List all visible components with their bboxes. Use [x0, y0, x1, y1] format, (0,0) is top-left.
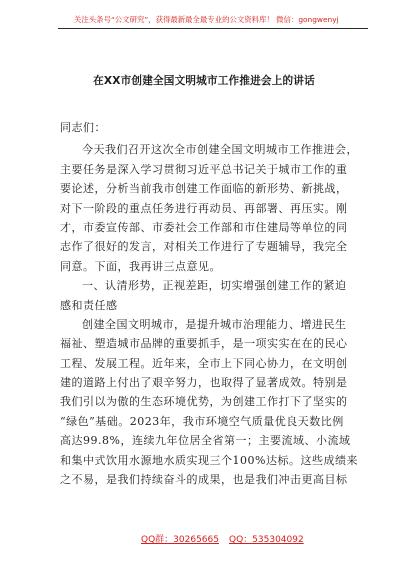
body-line: 创建全国文明城市，是提升城市治理能力、增进民生: [82, 317, 347, 331]
body-line: 对下一阶段的重点任务进行再动员、再部署、再压实。刚: [60, 201, 348, 215]
body-line: 高达99.8%，连续九年位居全省第一；主要流域、小流域: [60, 434, 351, 448]
qq-contact-link[interactable]: QQ：535304092: [229, 535, 304, 545]
body-line: “绿色”基础。2023年，我市环境空气质量优良天数比例: [60, 414, 344, 428]
body-line: 主要任务是深入学习贯彻习近平总书记关于城市工作的重: [60, 162, 348, 176]
document-body: [60, 118, 360, 489]
header-banner: [0, 14, 408, 54]
body-line: 今天我们召开这次全市创建全国文明城市工作推进会，: [82, 143, 358, 157]
qq-group-link[interactable]: QQ群：30265665: [141, 535, 219, 545]
body-line: 才，市委宣传部、市委社会工作部和市住建局等单位的同: [60, 220, 348, 234]
section-heading-cont: 感和责任感: [60, 298, 118, 312]
body-line: 之不易，是我们持续奋斗的成果，也是我们冲击更高目标: [60, 473, 348, 487]
body-line: 工程、发展工程。近年来，全市上下同心协力，在文明创: [60, 356, 348, 370]
body-line: 和集中式饮用水源地水质实现三个100%达标。这些成绩来: [60, 453, 358, 467]
body-line: 建的道路上付出了艰辛努力，也取得了显著成效。特别是: [60, 376, 348, 390]
body-line: 要论述，分析当前我市创建工作面临的新形势、新挑战，: [60, 182, 348, 196]
section-heading: 一、认清形势，正视差距，切实增强创建工作的紧迫: [82, 279, 347, 293]
banner-divider: [58, 28, 368, 29]
body-line: 同意。下面，我再讲三点意见。: [60, 259, 221, 273]
body-line: 我们引以为傲的生态环境优势，为创建工作打下了坚实的: [60, 395, 348, 409]
banner-text: 关注头条号“公文研究”，获得最新最全最专业的公文资料库！ 微信：gongwenyj: [74, 15, 339, 24]
footer-contacts: [0, 532, 408, 546]
body-line: 福祉、塑造城市品牌的重要抓手，是一项实实在在的民心: [60, 337, 348, 351]
body-line: 志作了很好的发言，对相关工作进行了专题辅导，我完全: [60, 240, 348, 254]
greeting: 同志们：: [60, 121, 106, 134]
document-title: 在XX市创建全国文明城市工作推进会上的讲话: [93, 75, 315, 87]
